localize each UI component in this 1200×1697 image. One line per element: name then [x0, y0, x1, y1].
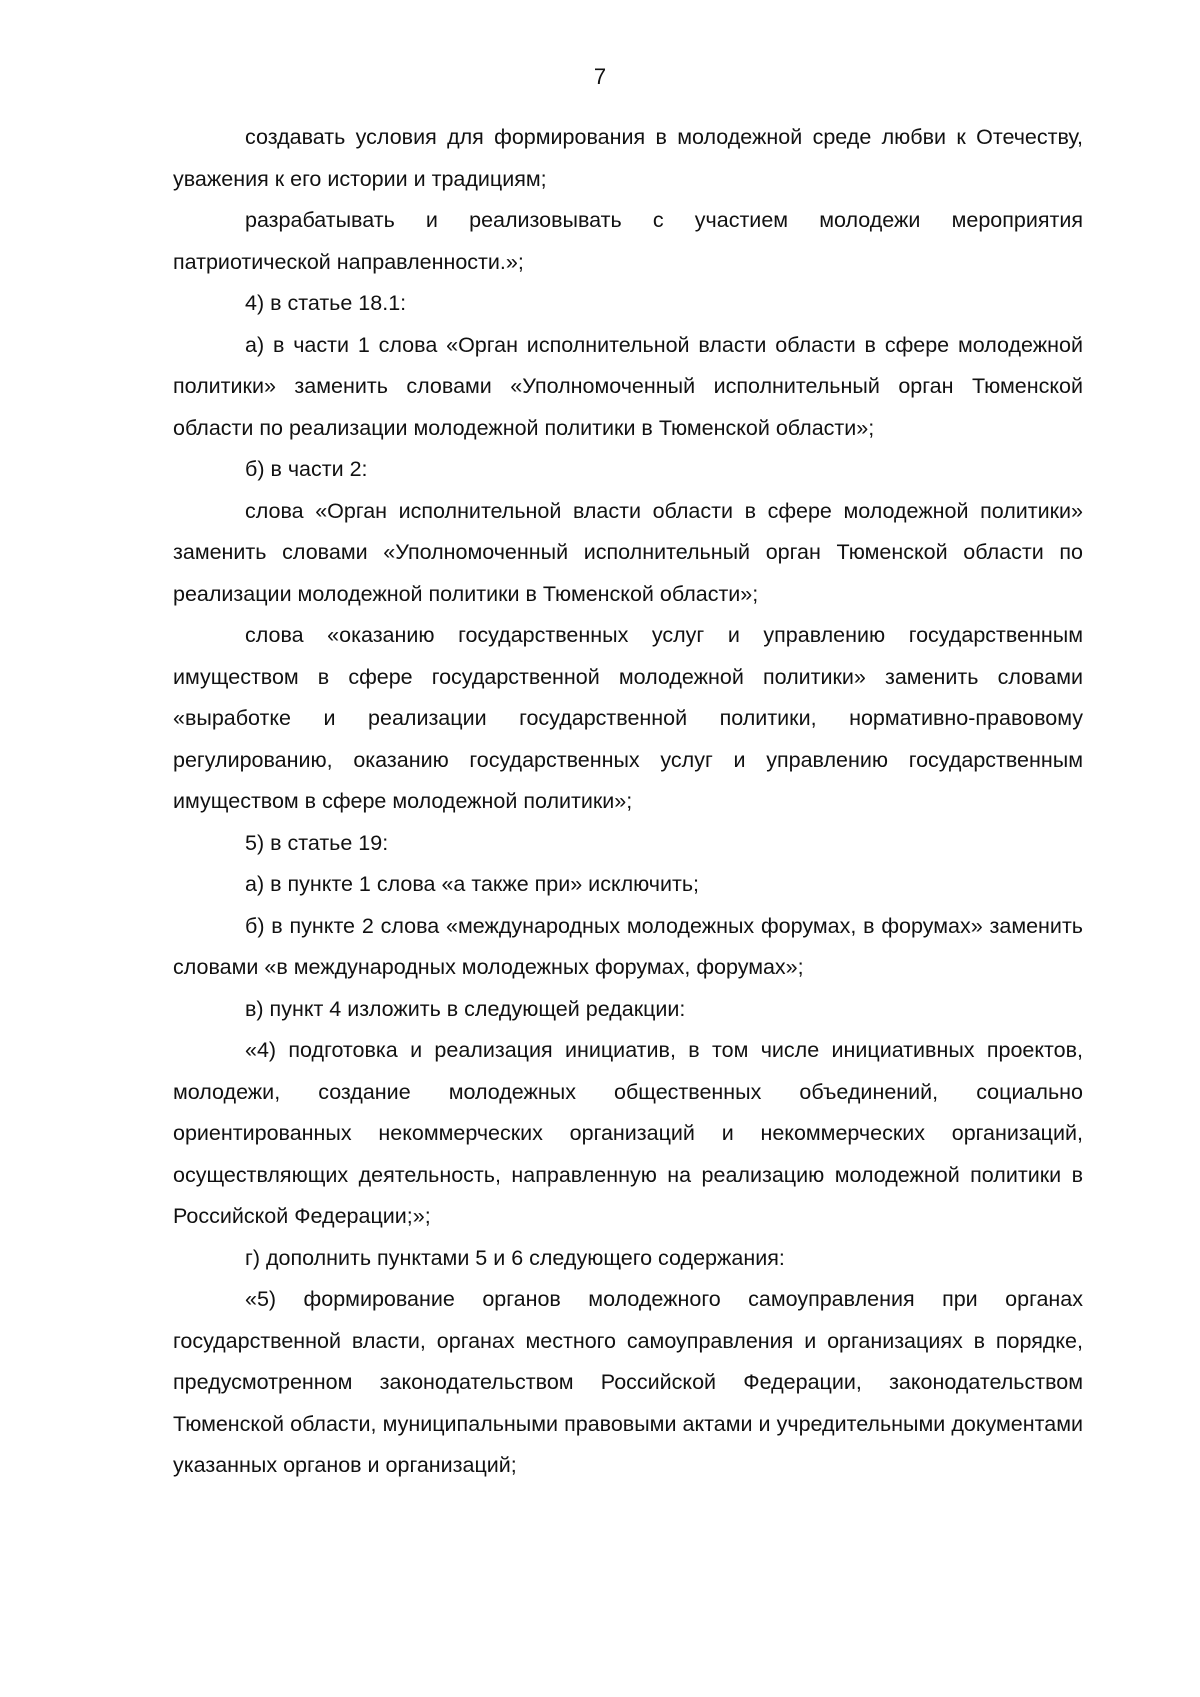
- paragraph: слова «оказанию государственных услуг и управлению государственным имуществом в сфере государственной молодежной политики» заменить словами «выработке и реализации государственной политики, нормативно-правовому регулированию, оказанию государственных услуг и управлению государственным имуществом в сфере молодежной политики»;: [173, 623, 1083, 813]
- paragraph: а) в части 1 слова «Орган исполнительной власти области в сфере молодежной политики» заменить словами «Уполномоченный исполнительный орган Тюменской области по реализации молодежной политики в Тюменской области»;: [173, 332, 1083, 440]
- paragraph: 5) в статье 19:: [245, 830, 389, 855]
- paragraph: в) пункт 4 изложить в следующей редакции:: [245, 996, 686, 1021]
- paragraph: б) в части 2:: [245, 457, 368, 481]
- paragraph: а) в пункте 1 слова «а также при» исключить;: [245, 872, 700, 896]
- paragraph: разрабатывать и реализовывать с участием молодежи мероприятия патриотической направленности.»;: [173, 208, 1083, 274]
- paragraph: «4) подготовка и реализация инициатив, в том числе инициативных проектов, молодежи, создание молодежных общественных объединений, социально ориентированных некоммерческих организаций и некоммерческих организаций, осуществляющих деятельность, направленную на реализацию молодежной политики в Российской Федерации;»;: [173, 1038, 1083, 1228]
- document-body: [173, 117, 1083, 1487]
- paragraph: 4) в статье 18.1:: [245, 291, 407, 315]
- paragraph: г) дополнить пунктами 5 и 6 следующего содержания:: [245, 1245, 785, 1270]
- paragraph: б) в пункте 2 слова «международных молодежных форумах, в форумах» заменить словами «в международных молодежных форумах, форумах»;: [173, 913, 1083, 979]
- paragraph: создавать условия для формирования в молодежной среде любви к Отечеству, уважения к его истории и традициям;: [173, 125, 1083, 191]
- paragraph: «5) формирование органов молодежного самоуправления при органах государственной власти, органах местного самоуправления и организациях в порядке, предусмотренном законодательством Российской Федерации, законодательством Тюменской области, муниципальными правовыми актами и учредительными документами указанных органов и организаций;: [173, 1287, 1083, 1477]
- paragraph: слова «Орган исполнительной власти области в сфере молодежной политики» заменить словами «Уполномоченный исполнительный орган Тюменской области по реализации молодежной политики в Тюменской области»;: [173, 498, 1083, 606]
- page-number: 7: [593, 64, 607, 89]
